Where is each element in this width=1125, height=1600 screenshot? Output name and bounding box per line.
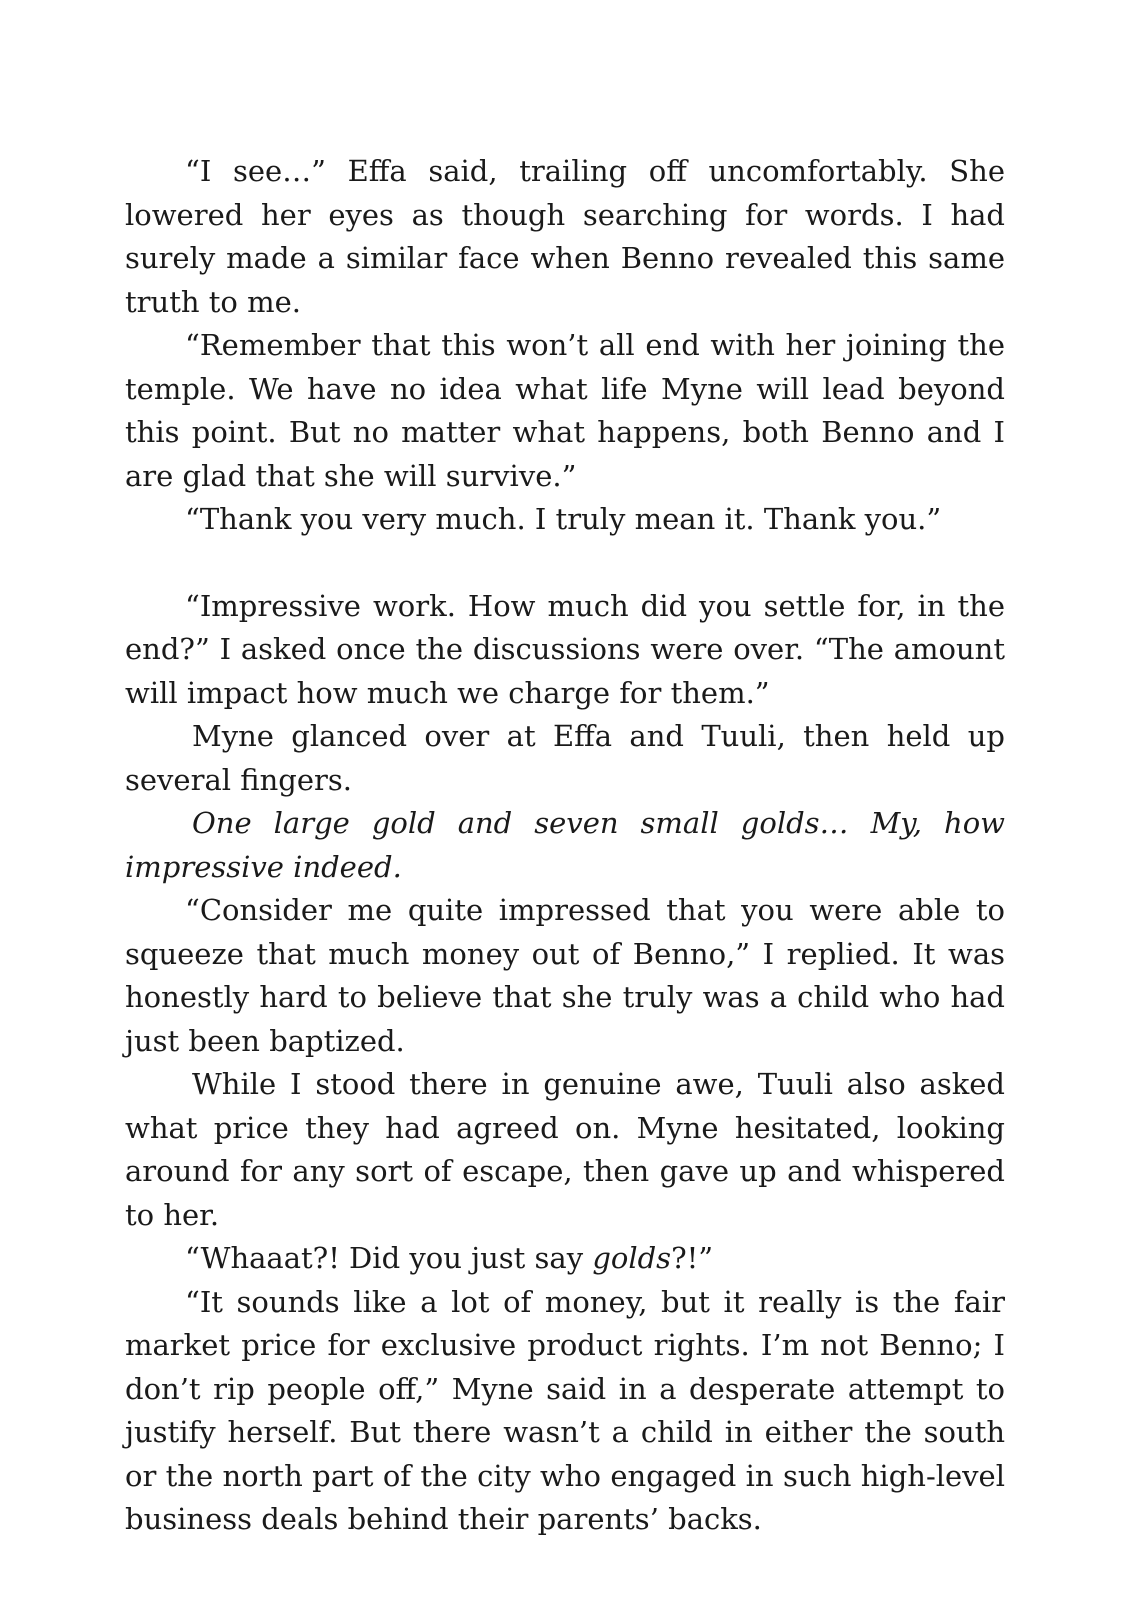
paragraph bbox=[125, 715, 1005, 802]
text-run: “Whaaat?! Did you just say bbox=[185, 1241, 593, 1275]
text-run: “Consider me quite impressed that you were able to squeeze that much money out of Benno,” I replied. It was honestly hard to believe that she truly was a child who had just been baptized. bbox=[125, 893, 1005, 1058]
paragraph bbox=[125, 585, 1005, 716]
paragraph bbox=[125, 150, 1005, 324]
paragraph bbox=[125, 1281, 1005, 1542]
text-run-italic: golds bbox=[592, 1241, 672, 1275]
text-run: While I stood there in genuine awe, Tuuli also asked what price they had agreed on. Myne hesitated, looking around for any sort of escape, then gave up and whispered to her. bbox=[125, 1067, 1005, 1232]
paragraph bbox=[125, 1063, 1005, 1237]
paragraph-inner-thought bbox=[125, 802, 1005, 889]
text-run: Myne glanced over at Effa and Tuuli, then held up several fingers. bbox=[125, 719, 1005, 797]
text-run: “Thank you very much. I truly mean it. Thank you.” bbox=[185, 502, 942, 536]
paragraph bbox=[125, 324, 1005, 498]
text-run: ?!” bbox=[671, 1241, 714, 1275]
scene-break bbox=[125, 542, 1005, 585]
text-run-italic: One large gold and seven small golds… My, how impressive indeed. bbox=[125, 806, 1005, 884]
text-run: “It sounds like a lot of money, but it really is the fair market price for exclusive product rights. I’m not Benno; I don’t rip people off,” Myne said in a desperate attempt to justify herself. But there wasn’t a child in either the south or the north part of the city who engaged in such high-level business deals behind their parents’ backs. bbox=[125, 1284, 1005, 1536]
text-run: “Impressive work. How much did you settle for, in the end?” I asked once the discussions were over. “The amount will impact how much we charge for them.” bbox=[125, 588, 1005, 710]
paragraph bbox=[125, 889, 1005, 1063]
text-run: “I see…” Effa said, trailing off uncomfortably. She lowered her eyes as though searching for words. I had surely made a similar face when Benno revealed this same truth to me. bbox=[125, 154, 1005, 319]
text-run: “Remember that this won’t all end with her joining the temple. We have no idea what life Myne will lead beyond this point. But no matter what happens, both Benno and I are glad that she will survive.” bbox=[125, 328, 1005, 493]
paragraph bbox=[125, 498, 1005, 542]
paragraph bbox=[125, 1237, 1005, 1281]
body-text bbox=[125, 150, 1005, 1542]
